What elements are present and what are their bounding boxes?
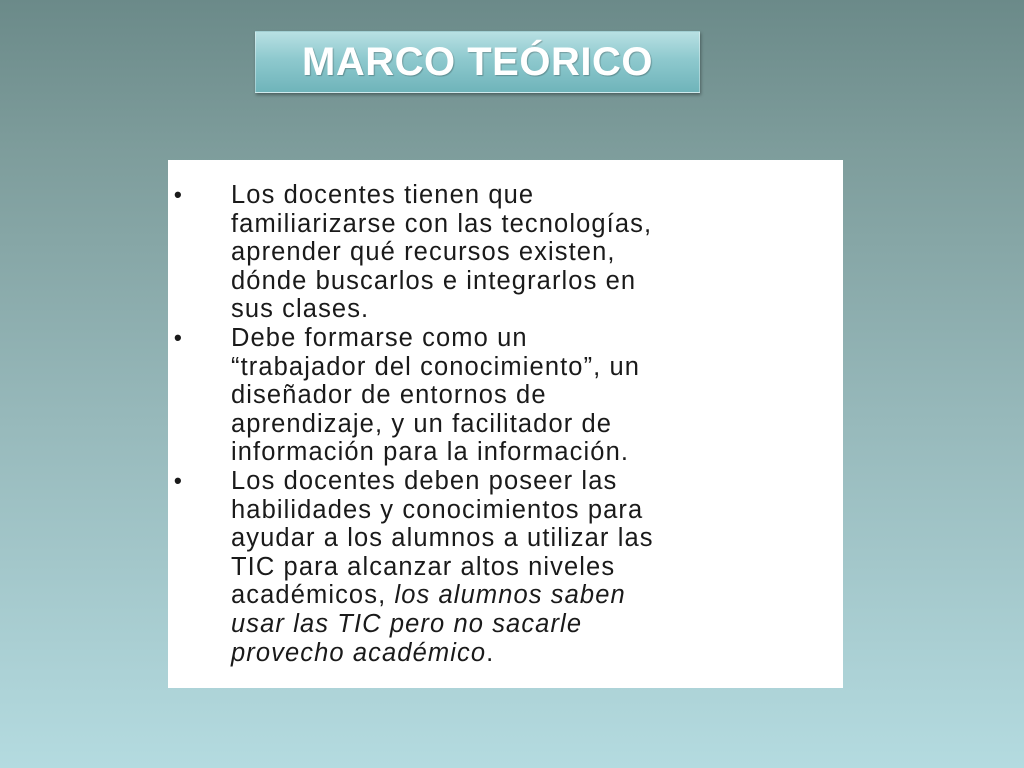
bullet-3-line-2: habilidades y conocimientos para (231, 495, 644, 524)
bullet-2-line-5: información para la información. (231, 438, 630, 467)
bullet-1-line-5: sus clases. (231, 295, 370, 324)
bullet-1-line-2: familiarizarse con las tecnologías, (231, 209, 653, 238)
bullet-3-line-4: TIC para alcanzar altos niveles (231, 552, 616, 581)
bullet-item-1 (168, 181, 843, 324)
bullet-3-line-7 (231, 639, 843, 668)
bullet-1-line-4: dónde buscarlos e integrarlos en (231, 266, 637, 295)
bullet-1-line-1: Los docentes tienen que (231, 181, 535, 209)
bullet-icon: • (174, 467, 183, 493)
bullet-2-line-3: diseñador de entornos de (231, 381, 547, 410)
bullet-2-line-2: “trabajador del conocimiento”, un (231, 352, 641, 381)
bullet-item-2 (168, 324, 843, 467)
slide-title: MARCO TEÓRICO (302, 39, 653, 84)
bullet-2-line-4: aprendizaje, y un facilitador de (231, 409, 613, 438)
bullet-3-line-1: Los docentes deben poseer las (231, 466, 618, 495)
content-box (168, 160, 843, 688)
bullet-3-line-5-normal: académicos, (231, 581, 395, 610)
bullet-3-line-5-italic: los alumnos saben (394, 581, 626, 610)
slide-title-box (255, 31, 700, 93)
bullet-icon: • (174, 182, 183, 207)
bullet-3-line-7-end: . (486, 638, 495, 667)
bullet-icon: • (174, 324, 183, 350)
bullet-3-line-6: usar las TIC pero no sacarle (231, 609, 583, 638)
bullet-3-line-3: ayudar a los alumnos a utilizar las (231, 524, 654, 553)
bullet-list (168, 181, 843, 667)
bullet-item-3 (168, 467, 843, 667)
bullet-2-line-1: Debe formarse como un (231, 323, 528, 352)
bullet-3-line-5 (231, 581, 843, 610)
bullet-3-line-7-italic: provecho académico (231, 638, 487, 667)
bullet-1-line-3: aprender qué recursos existen, (231, 238, 616, 267)
